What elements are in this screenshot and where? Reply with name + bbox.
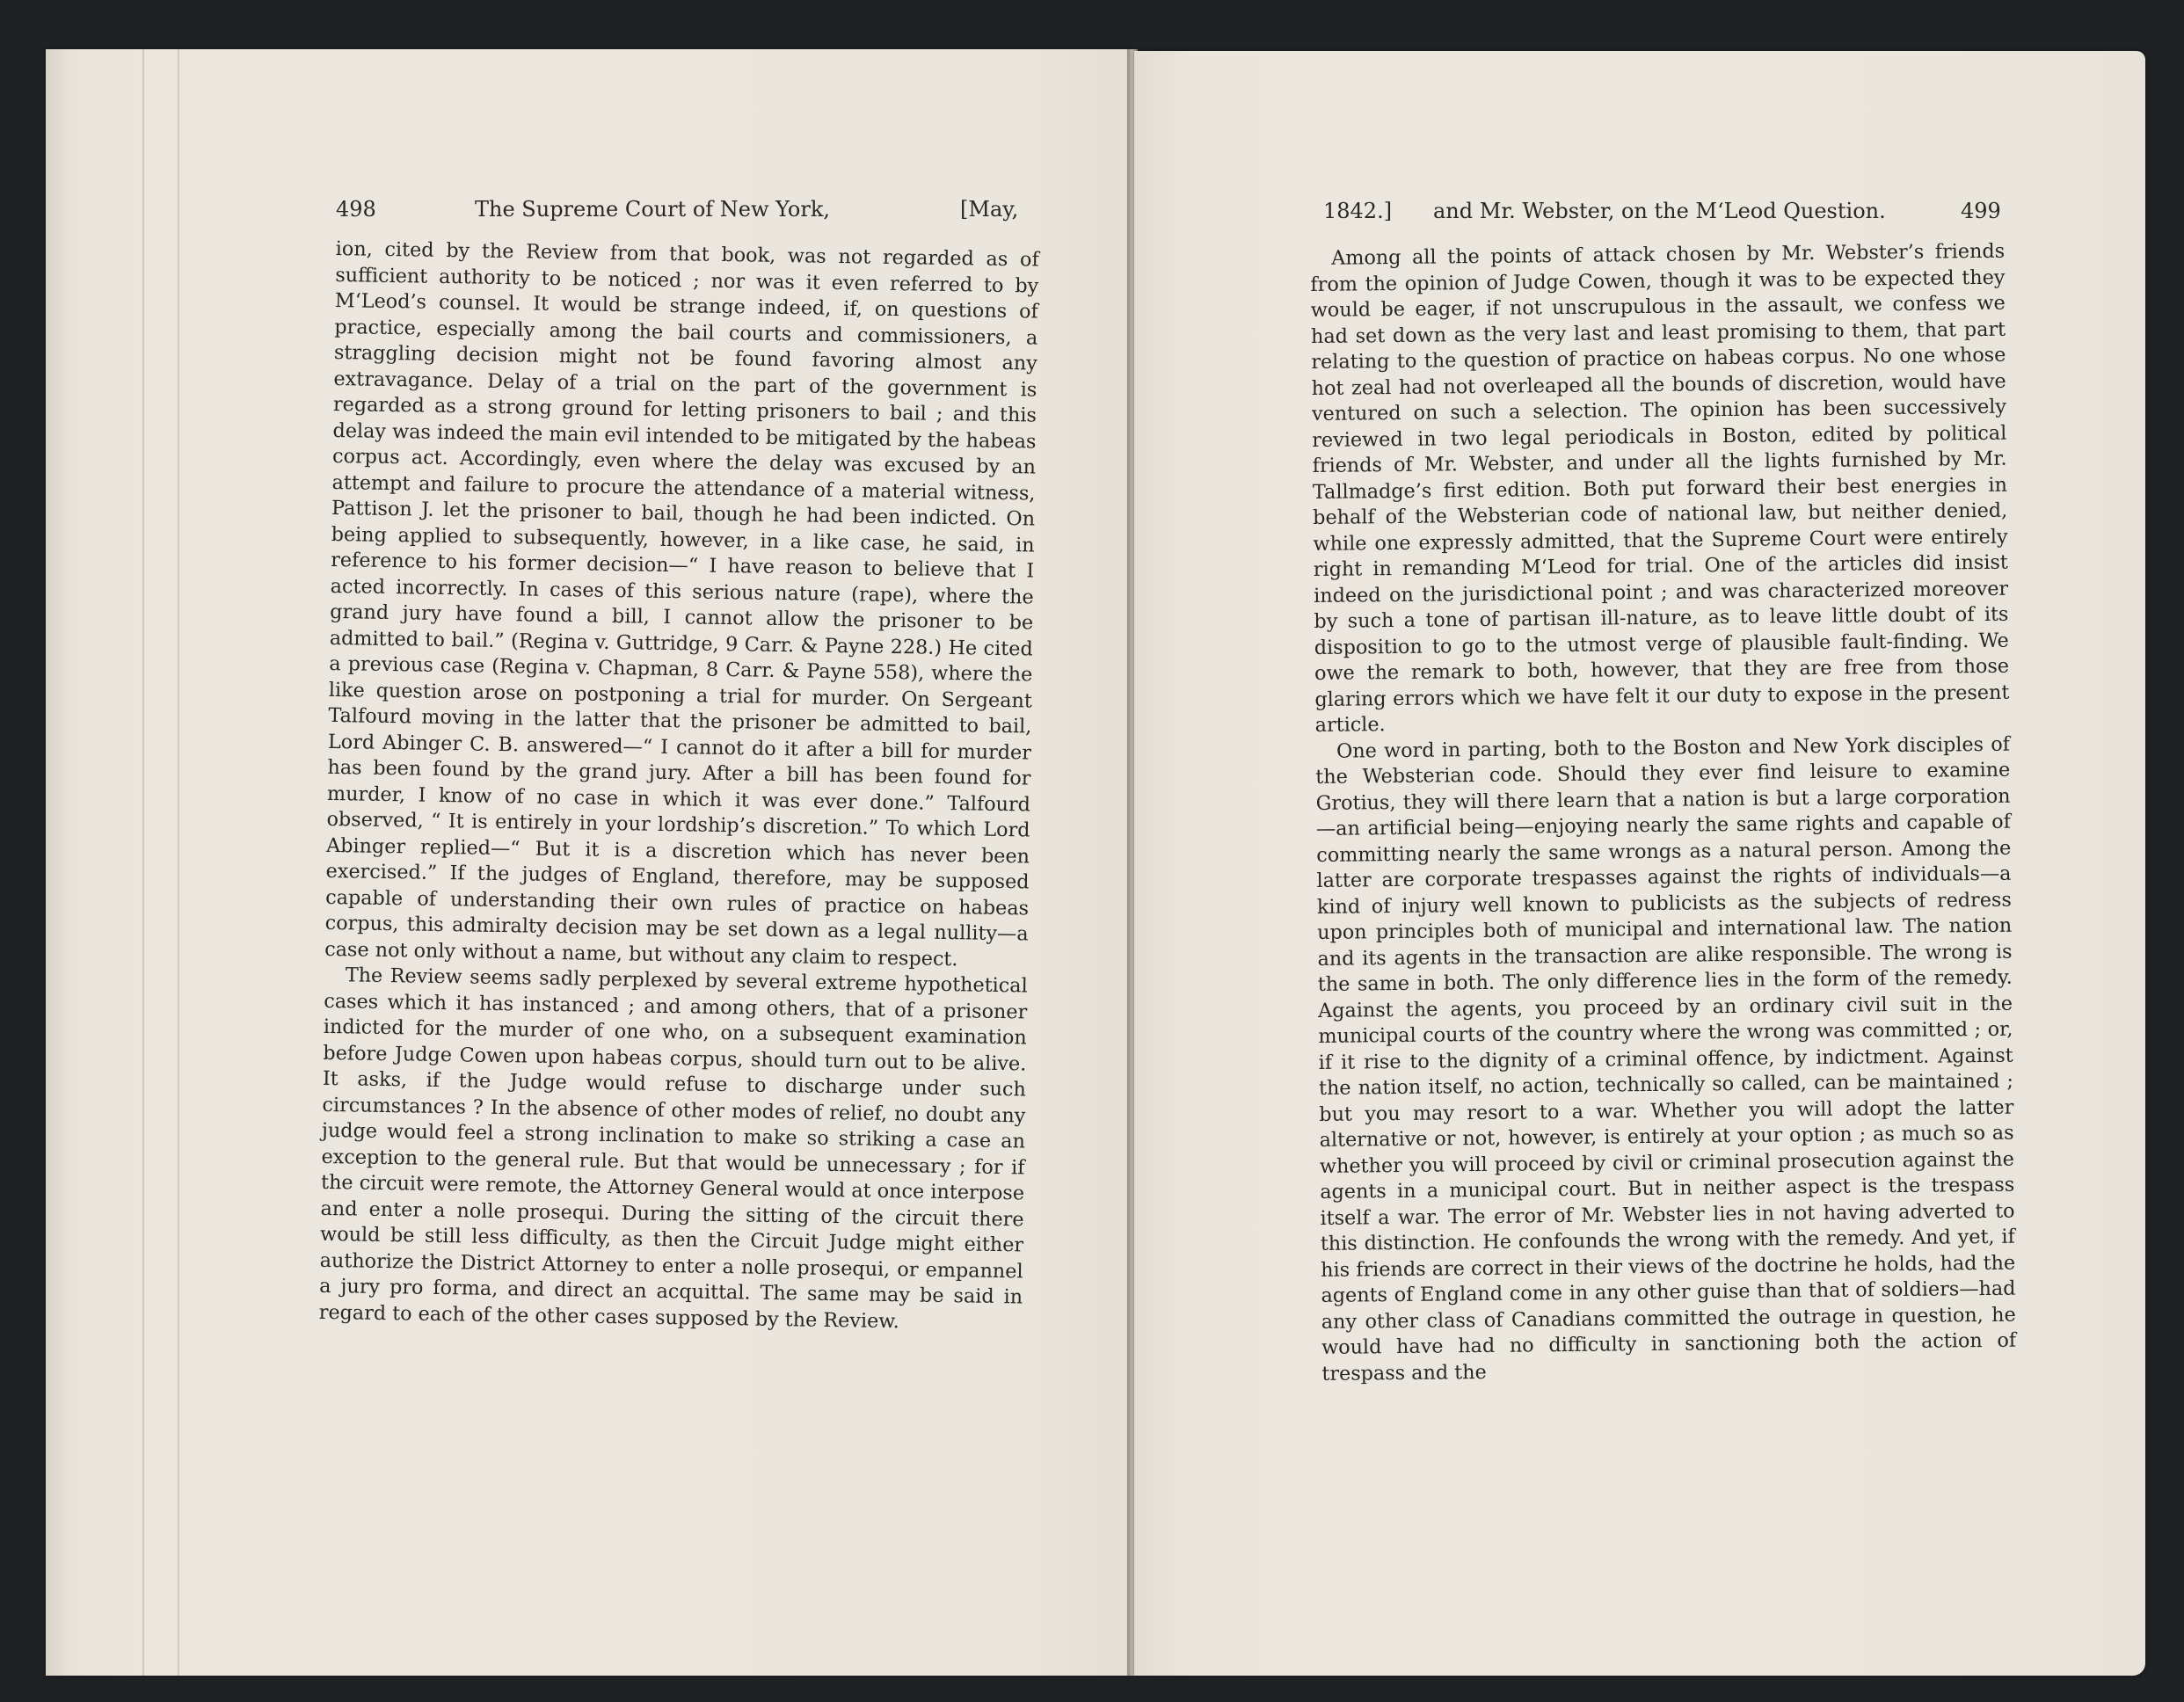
paragraph: The Review seems sadly perplexed by several extreme hypothetical cases which it has instanced ; and among others, that of a prisoner indicted for the murder of one who, on a subsequent examination before Judge Cowen upon habeas corpus, should turn out to be alive. It asks, if the Judge would refuse to discharge under such circumstances ? In the absence of other modes of relief, no doubt any judge would feel a strong inclination to make so striking a case an exception to the general rule. But that would be unnecessary ; for if the circuit were remote, the Attorney General would at once interpose and enter a nolle prosequi. During the sitting of the circuit there would be still less difficulty, as then the Circuit Judge might either authorize the District Attorney to enter a nolle prosequi, or empannel a jury pro forma, and direct an acquittal. The same may be said in regard to each of the other cases supposed by the Review. <box>318 964 1028 1333</box>
right-page <box>1134 51 2145 1676</box>
paragraph: ion, cited by the Review from that book, was not regarded as of sufficient authority to be noticed ; nor was it even referred to by M‘Leod’s counsel. It would be strange indeed, if, on questions of practice, especially among the bail courts and commissioners, a straggling decision might not be found favoring almost any extravagance. Delay of a trial on the part of the government is regarded as a strong ground for letting prisoners to bail ; and this delay was indeed the main evil intended to be mitigated by the habeas corpus act. Accordingly, even where the delay was excused by an attempt and failure to procure the attendance of a material witness, Pattison J. let the prisoner to bail, though he had been indicted. On being applied to subsequently, however, in a like case, he said, in reference to his former decision—“ I have reason to believe that I acted incorrectly. In cases of this serious nature (rape), where the grand jury have found a bill, I cannot allow the prisoner to be admitted to bail.” (Regina v. Guttridge, 9 Carr. & Payne 228.) He cited a previous case (Regina v. Chapman, 8 Carr. & Payne 558), where the like question arose on postponing a trial for murder. On Sergeant Talfourd moving in the latter that the prisoner be admitted to bail, Lord Abinger C. B. answered—“ I cannot do it after a bill for murder has been found by the grand jury. After a bill has been found for murder, I know of no case in which it was ever done.” Talfourd observed, “ It is entirely in your lordship’s discretion.” To which Lord Abinger replied—“ But it is a discretion which has never been exercised.” If the judges of England, therefore, may be supposed capable of understanding their own rules of practice on habeas corpus, this admiralty decision may be set down as a legal nullity—a case not only without a name, but without any claim to respect. <box>324 236 1039 971</box>
running-head-right: [May, <box>960 197 1019 222</box>
page-edge <box>46 49 144 1676</box>
page-number: 499 <box>1961 199 2001 223</box>
left-page-body <box>319 236 1039 1336</box>
page-number: 498 <box>336 197 376 222</box>
right-page-body <box>1310 239 2017 1387</box>
paragraph: Among all the points of attack chosen by Mr. Webster’s friends from the opinion of Judge Cowen, though it was to be expected they would be eager, if not unscrupulous in the assault, we confess we had set down as the very last and least promising to them, that part relating to the question of practice on habeas corpus. No one whose hot zeal had not overleaped all the bounds of discretion, would have ventured on such a selection. The opinion has been successively reviewed in two legal periodicals in Boston, edited by political friends of Mr. Webster, and under all the lights furnished by Mr. Tallmadge’s first edition. Both put forward their best energies in behalf of the Websterian code of national law, but neither denied, while one expressly admitted, that the Supreme Court were entirely right in remanding M‘Leod for trial. One of the articles did insist indeed on the jurisdictional point ; and was characterized moreover by such a tone of partisan ill-nature, as to leave little doubt of its disposition to go to the utmost verge of plausible fault-finding. We owe the remark to both, however, that they are free from those glaring errors which we have felt it our duty to expose in the present article. <box>1310 239 2010 737</box>
running-title: and Mr. Webster, on the M‘Leod Question. <box>1433 199 1886 223</box>
running-title: The Supreme Court of New York, <box>475 197 831 222</box>
paragraph: One word in parting, both to the Boston and New York disciples of the Websterian code. Should they ever find leisure to examine Grotius, they will there learn that a nation is but a large corporation—an artificial being—enjoying nearly the same rights and capable of committing nearly the same wrongs as a natural person. Among the latter are corporate trespasses against the rights of individuals—a kind of injury well known to publicists as the subjects of redress upon principles both of municipal and international law. The nation and its agents in the transaction are alike responsible. The wrong is the same in both. The only difference lies in the form of the remedy. Against the agents, you proceed by an ordinary civil suit in the municipal courts of the country where the wrong was committed ; or, if it rise to the dignity of a criminal offence, by indictment. Against the nation itself, no action, technically so called, can be maintained ; but you may resort to a war. Whether you will adopt the latter alternative or not, however, is entirely at your option ; as much so as whether you will proceed by civil or criminal prosecution against the agents in a municipal court. But in neither aspect is the trespass itself a war. The error of Mr. Webster lies in not having adverted to this distinction. He confounds the wrong with the remedy. And yet, if his friends are correct in their views of the doctrine he holds, had the agents of England come in any other guise than that of soldiers—had any other class of Canadians committed the outrage in question, he would have had no difficulty in sanctioning both the action of trespass and the <box>1315 732 2017 1386</box>
left-page <box>46 49 1131 1676</box>
page-edge <box>178 49 179 1676</box>
running-head-left: 1842.] <box>1323 199 1393 223</box>
